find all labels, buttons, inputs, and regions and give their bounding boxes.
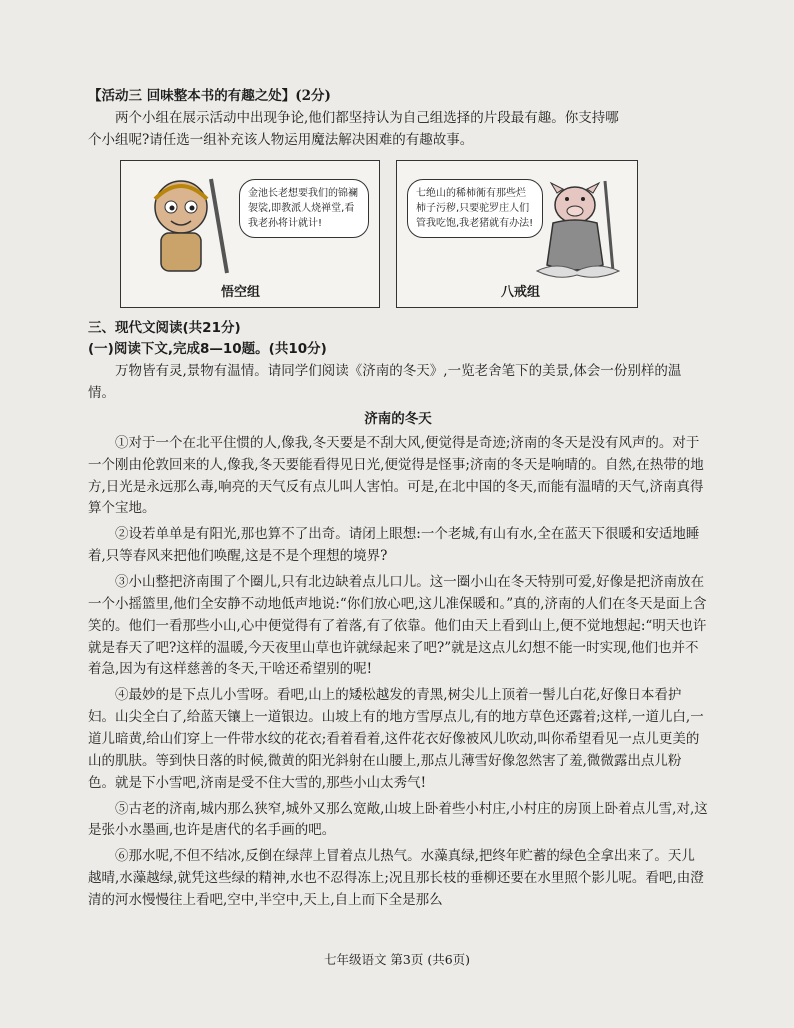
- essay-body: [88, 433, 708, 912]
- essay-paragraph-5: ⑤古老的济南,城内那么狭窄,城外又那么宽敞,山坡上卧着些小村庄,小村庄的房顶上卧着点儿雪,对,这是张小水墨画,也许是唐代的名手画的吧。: [88, 800, 708, 839]
- wukong-speech-bubble: 金池长老想要我们的锦襕袈裟,即教派人烧禅堂,看我老孙将计就计!: [239, 179, 369, 238]
- section-intro: 万物皆有灵,景物有温情。请同学们阅读《济南的冬天》,一览老舍笔下的美景,体会一份别样的温情。: [88, 363, 682, 402]
- essay-paragraph-1: ①对于一个在北平住惯的人,像我,冬天要是不刮大风,便觉得是奇迹;济南的冬天是没有风声的。对于一个刚由伦敦回来的人,像我,冬天要能看得见日光,便觉得是怪事;济南的冬天是响晴的。自然,在热带的地方,日光是永远那么毒,响亮的天气反有点儿叫人害怕。可是,在北中国的冬天,而能有温晴的天气,济南真得算个宝地。: [88, 434, 704, 517]
- essay-paragraph-6: ⑥那水呢,不但不结冰,反倒在绿萍上冒着点儿热气。水藻真绿,把终年贮蓄的绿色全拿出来了。天儿越晴,水藻越绿,就凭这些绿的精神,水也不忍得冻上;况且那长枝的垂柳还要在水里照个影儿呢。看吧,由澄清的河水慢慢往上看吧,空中,半空中,天上,自上而下全是那么: [88, 848, 704, 909]
- monkey-king-icon: [131, 169, 241, 281]
- wukong-panel: [120, 160, 380, 308]
- activity-prompt-line2: 个小组呢?请任选一组补充该人物运用魔法解决困难的有趣故事。: [88, 131, 474, 148]
- bajie-speech-bubble: 七绝山的稀柿衕有那些烂柿子污秽,只要驼罗庄人们管我吃饱,我老猪就有办法!: [407, 179, 543, 238]
- essay-paragraph-2: ②设若单单是有阳光,那也算不了出奇。请闭上眼想:一个老城,有山有水,全在蓝天下很暖和安适地睡着,只等春风来把他们唤醒,这是不是个理想的境界?: [88, 526, 700, 565]
- page-footer: 七年级语文 第3页 (共6页): [323, 952, 471, 967]
- essay-paragraph-4: ④最妙的是下点儿小雪呀。看吧,山上的矮松越发的青黑,树尖儿上顶着一髻儿白花,好像日本看护妇。山尖全白了,给蓝天镶上一道银边。山坡上有的地方雪厚点儿,有的地方草色还露着;这样,一道儿白,一道儿暗黄,给山们穿上一件带水纹的花衣;看着看着,这件花衣好像被风儿吹动,叫你希望看见一点儿更美的山的肌肤。等到快日落的时候,微黄的阳光斜射在山腰上,那点儿薄雪好像忽然害了羞,微微露出点儿粉色。就是下小雪吧,济南是受不住大雪的,那些小山太秀气!: [88, 687, 704, 791]
- subsection-title: (一)阅读下文,完成8—10题。(共10分): [88, 341, 327, 358]
- bajie-caption: 八戒组: [501, 284, 541, 300]
- essay-title: 济南的冬天: [364, 411, 432, 428]
- activity-prompt-line1: 两个小组在展示活动中出现争论,他们都坚持认为自己组选择的片段最有趣。你支持哪: [115, 109, 619, 126]
- wukong-caption: 悟空组: [221, 284, 261, 300]
- essay-paragraph-3: ③小山整把济南围了个圈儿,只有北边缺着点儿口儿。这一圈小山在冬天特别可爱,好像是把济南放在一个小摇篮里,他们全安静不动地低声地说:“你们放心吧,这儿准保暖和。”真的,济南的人们在冬天是面上含笑的。他们一看那些小山,心中便觉得有了着落,有了依靠。他们由天上看到山上,便不觉地想起:“明天也许就是春天了吧?这样的温暖,今天夜里山草也许就绿起来了吧?”就是这点儿幻想不能一时实现,他们也并不着急,因为有这样慈善的冬天,干啥还希望别的呢!: [88, 574, 707, 678]
- activity-title: 【活动三 回味整本书的有趣之处】(2分): [88, 88, 331, 104]
- comic-panels: [88, 160, 708, 312]
- section-title: 三、现代文阅读(共21分): [88, 319, 241, 336]
- exam-page: [88, 86, 708, 912]
- bajie-panel: [396, 160, 638, 308]
